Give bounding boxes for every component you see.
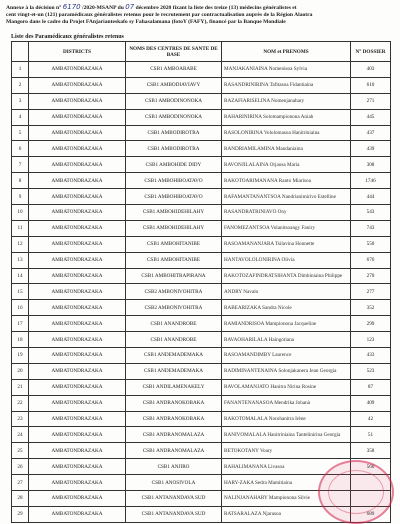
name-cell: RATSARALAZA Njarasoa — [222, 506, 351, 522]
row-number: 17 — [12, 316, 29, 332]
centre-cell: CSB1 AMBOHITRAPIRANA — [126, 268, 222, 284]
dossier-cell: 743 — [351, 220, 391, 236]
centre-cell: CSB1 ANDEMADEMAKA — [126, 363, 222, 379]
district-cell: AMBATONDRAZAKA — [29, 411, 126, 427]
table-row — [12, 284, 391, 300]
centre-cell: CSB1 AMBODIROTRA — [126, 141, 222, 157]
table-row — [12, 77, 391, 93]
row-number: 18 — [12, 332, 29, 348]
row-number: 7 — [12, 157, 29, 173]
header-line1-mid: /2020-MSANP du — [82, 5, 124, 11]
name-cell: RAKOTOARIMANANA Ranto Miarisoa — [222, 173, 351, 189]
dossier-cell: 403 — [351, 62, 391, 78]
row-number: 11 — [12, 220, 29, 236]
district-cell: AMBATONDRAZAKA — [29, 475, 126, 491]
table-row — [12, 348, 391, 364]
centre-cell: CSB1 AMBOHITANIBE — [126, 236, 222, 252]
dossier-cell: 543 — [351, 205, 391, 221]
table-row — [12, 252, 391, 268]
district-cell: AMBATONDRAZAKA — [29, 77, 126, 93]
centre-cell: CSB1 AMBODINONOKA — [126, 109, 222, 125]
row-number: 5 — [12, 125, 29, 141]
centre-cell: CSB1 AMBODIAVIAVY — [126, 77, 222, 93]
name-cell: HANTAVOLOLONIRINA Olivia — [222, 252, 351, 268]
dossier-cell: 439 — [351, 141, 391, 157]
dossier-cell: 409 — [351, 395, 391, 411]
centre-cell: CSB1 ANJIRO — [126, 459, 222, 475]
name-cell: RAFAMANTANANTSOA Nandrianimirivo Estelline — [222, 189, 351, 205]
district-cell: AMBATONDRAZAKA — [29, 173, 126, 189]
name-cell: RAKOTOMALALA Norohanitra Irène — [222, 411, 351, 427]
row-number: 27 — [12, 475, 29, 491]
centre-cell: CSB1 AMBODINONOKA — [126, 93, 222, 109]
document-header — [6, 4, 392, 26]
district-cell: AMBATONDRAZAKA — [29, 109, 126, 125]
name-cell: RASOLONIRINA Vololomasoa Hanitriniaina — [222, 125, 351, 141]
decision-day: 07 — [125, 3, 135, 11]
dossier-cell: 352 — [351, 300, 391, 316]
row-number: 22 — [12, 395, 29, 411]
district-cell: AMBATONDRAZAKA — [29, 284, 126, 300]
official-stamp — [318, 460, 394, 524]
column-header-centre: NOMS DES CENTRES DE SANTE DE BASE — [126, 42, 222, 62]
row-number: 8 — [12, 173, 29, 189]
table-row — [12, 157, 391, 173]
centre-cell: CSB1 AMBOHIDEHILAHY — [126, 220, 222, 236]
district-cell: AMBATONDRAZAKA — [29, 220, 126, 236]
dossier-cell: 270 — [351, 268, 391, 284]
district-cell: AMBATONDRAZAKA — [29, 236, 126, 252]
district-cell: AMBATONDRAZAKA — [29, 205, 126, 221]
table-row — [12, 316, 391, 332]
table-row — [12, 109, 391, 125]
decision-number: 6170 — [62, 3, 81, 11]
dossier-cell: 51 — [351, 427, 391, 443]
row-number: 16 — [12, 300, 29, 316]
centre-cell: CSB1 ANTANANDAVA SUD — [126, 491, 222, 507]
centre-cell: CSB1 ANANDROBE — [126, 332, 222, 348]
district-cell: AMBATONDRAZAKA — [29, 93, 126, 109]
name-cell: RAVAOHARILALA Haingotiana — [222, 332, 351, 348]
centre-cell: CSB1 ANDILAMENAKELY — [126, 379, 222, 395]
dossier-cell: 560 — [351, 459, 391, 475]
header-line3: Mangoro dans le cadre du Projet FAnjarianteskafo sy Fahasalamana (fotoY (FAFY), financé par la Banque Mondiale — [6, 18, 286, 25]
row-number: 21 — [12, 379, 29, 395]
column-header-district: DISTRICTS — [29, 42, 126, 62]
name-cell: RAVONJILALAINA Orjaosa Maria — [222, 157, 351, 173]
row-number: 6 — [12, 141, 29, 157]
district-cell: AMBATONDRAZAKA — [29, 252, 126, 268]
name-cell: RAZAFIARISELINA Nomenjanahary — [222, 93, 351, 109]
row-number: 20 — [12, 363, 29, 379]
centre-cell: CSB1 AMBODIROTRA — [126, 125, 222, 141]
name-cell: FANANTENANASOA Mendrika Johanà — [222, 395, 351, 411]
dossier-cell: 550 — [351, 236, 391, 252]
centre-cell: CSB1 AMBOARABE — [126, 62, 222, 78]
dossier-cell: 277 — [351, 284, 391, 300]
district-cell: AMBATONDRAZAKA — [29, 491, 126, 507]
column-header-number — [12, 42, 29, 62]
district-cell: AMBATONDRAZAKA — [29, 332, 126, 348]
dossier-cell: 358 — [351, 443, 391, 459]
table-row — [12, 236, 391, 252]
table-header-row — [12, 42, 391, 62]
table-row — [12, 395, 391, 411]
row-number: 26 — [12, 459, 29, 475]
row-number: 14 — [12, 268, 29, 284]
centre-cell: CSB1 AMBOHIBOATAVO — [126, 173, 222, 189]
district-cell: AMBATONDRAZAKA — [29, 459, 126, 475]
row-number: 9 — [12, 189, 29, 205]
centre-cell: CSB1 ANDEMADEMAKA — [126, 348, 222, 364]
name-cell: RAVOLAMANJATO Hanitra Nirina Rosine — [222, 379, 351, 395]
dossier-cell: 308 — [351, 157, 391, 173]
name-cell: RASANDRATRINIAVO Ony — [222, 205, 351, 221]
name-cell: ANDRY Navalo — [222, 284, 351, 300]
district-cell: AMBATONDRAZAKA — [29, 189, 126, 205]
district-cell: AMBATONDRAZAKA — [29, 157, 126, 173]
table-row — [12, 62, 391, 78]
centre-cell: CSB1 ANANDROBE — [126, 316, 222, 332]
table-row — [12, 427, 391, 443]
table-row — [12, 220, 391, 236]
name-cell: RASOAMANANJARA Tsilavina Honnette — [222, 236, 351, 252]
name-cell: RANDRIAMILAMINA Mandaniaina — [222, 141, 351, 157]
dossier-cell: 610 — [351, 77, 391, 93]
name-cell: RANIVOMALALA Hanitriniaina Tantelinirina Georgia — [222, 427, 351, 443]
table-row — [12, 205, 391, 221]
row-number: 24 — [12, 427, 29, 443]
column-header-dossier: N° DOSSIER — [351, 42, 391, 62]
dossier-cell: 1746 — [351, 173, 391, 189]
district-cell: AMBATONDRAZAKA — [29, 141, 126, 157]
row-number: 12 — [12, 236, 29, 252]
header-line1-prefix: Annexe à la décision n° — [6, 5, 62, 11]
table-body — [12, 62, 391, 523]
header-line1-suffix: décembre 2020 fixant la liste des treize (13) médecins généralistes et — [135, 5, 297, 11]
district-cell: AMBATONDRAZAKA — [29, 125, 126, 141]
district-cell: AMBATONDRAZAKA — [29, 300, 126, 316]
name-cell: RABEARIZAKA Sandra Nicole — [222, 300, 351, 316]
table-row — [12, 141, 391, 157]
dossier-cell: 445 — [351, 109, 391, 125]
list-subtitle: Liste des Paramédicaux généralistes retenus — [11, 34, 124, 40]
dossier-cell: 271 — [351, 93, 391, 109]
name-cell: RAHALIMANANA Livasoa — [222, 459, 351, 475]
table-row — [12, 189, 391, 205]
name-cell: RAHARINIRINA Solomampionona Aniah — [222, 109, 351, 125]
district-cell: AMBATONDRAZAKA — [29, 395, 126, 411]
dossier-cell: 87 — [351, 379, 391, 395]
centre-cell: CSB2 AMBONIVOHITRA — [126, 300, 222, 316]
centre-cell: CSB1 AMBOHIBOATAVO — [126, 189, 222, 205]
centre-cell: CSB2 AMBONIVOHITRA — [126, 284, 222, 300]
row-number: 4 — [12, 109, 29, 125]
row-number: 28 — [12, 491, 29, 507]
table-row — [12, 411, 391, 427]
district-cell: AMBATONDRAZAKA — [29, 268, 126, 284]
table-row — [12, 268, 391, 284]
dossier-cell: 433 — [351, 348, 391, 364]
name-cell: BETOKOTANY Voary — [222, 443, 351, 459]
district-cell: AMBATONDRAZAKA — [29, 379, 126, 395]
table-row — [12, 379, 391, 395]
dossier-cell: 299 — [351, 316, 391, 332]
table-row — [12, 173, 391, 189]
dossier-cell: 42 — [351, 411, 391, 427]
table-row — [12, 363, 391, 379]
header-line2: cent vingt-et-un (121) paramédicaux généralistes retenus pour le recrutement par contractualisation auprès de la Région Alaotra — [6, 11, 313, 18]
centre-cell: CSB1 AMBOHITANIBE — [126, 252, 222, 268]
dossier-cell: 689 — [351, 506, 391, 522]
row-number: 3 — [12, 93, 29, 109]
row-number: 15 — [12, 284, 29, 300]
district-cell: AMBATONDRAZAKA — [29, 443, 126, 459]
district-cell: AMBATONDRAZAKA — [29, 62, 126, 78]
district-cell: AMBATONDRAZAKA — [29, 348, 126, 364]
district-cell: AMBATONDRAZAKA — [29, 363, 126, 379]
name-cell: RADIMINANTENAINA Solonjakanera Jean Georgia — [222, 363, 351, 379]
name-cell: RASOAMANDIMBY Laurence — [222, 348, 351, 364]
centre-cell: CSB1 ANTANANDAVA SUD — [126, 506, 222, 522]
row-number: 1 — [12, 62, 29, 78]
paramedics-table — [11, 41, 391, 523]
row-number: 25 — [12, 443, 29, 459]
district-cell: AMBATONDRAZAKA — [29, 316, 126, 332]
dossier-cell: 523 — [351, 363, 391, 379]
table-row — [12, 300, 391, 316]
centre-cell: CSB1 ANDRANOMALAZA — [126, 443, 222, 459]
row-number: 29 — [12, 506, 29, 522]
table-row — [12, 125, 391, 141]
name-cell: RASANDRINIRINA Tafitasoa Fidantiaina — [222, 77, 351, 93]
row-number: 19 — [12, 348, 29, 364]
district-cell: AMBATONDRAZAKA — [29, 506, 126, 522]
table-row — [12, 443, 391, 459]
row-number: 10 — [12, 205, 29, 221]
dossier-cell: 676 — [351, 252, 391, 268]
dossier-cell: 123 — [351, 332, 391, 348]
column-header-name: NOM et PRENOMS — [222, 42, 351, 62]
centre-cell: CSB1 ANDRANOMALAZA — [126, 427, 222, 443]
row-number: 23 — [12, 411, 29, 427]
table-row — [12, 332, 391, 348]
official-stamp-inner-ring — [328, 470, 384, 514]
centre-cell: CSB1 AMBOHIDE DIDY — [126, 157, 222, 173]
centre-cell: CSB1 ANDRANOKOBAKA — [126, 395, 222, 411]
name-cell: RAKOTOZAFINDRATSIHANTA Dimbiniaina Philippe — [222, 268, 351, 284]
centre-cell: CSB1 ANDRANOKOBAKA — [126, 411, 222, 427]
centre-cell: CSB1 ANOSIVOLA — [126, 475, 222, 491]
table-row — [12, 93, 391, 109]
dossier-cell: 444 — [351, 189, 391, 205]
name-cell: FANOMEZANTSOA Volanitsoangy Faniry — [222, 220, 351, 236]
dossier-cell: 437 — [351, 125, 391, 141]
row-number: 13 — [12, 252, 29, 268]
row-number: 2 — [12, 77, 29, 93]
centre-cell: CSB1 AMBOHIDEHILAHY — [126, 205, 222, 221]
name-cell: RAMIANDRISOA Mampionona Jacqueline — [222, 316, 351, 332]
name-cell: HARY-ZAKA Sedra Mamitiaina — [222, 475, 351, 491]
district-cell: AMBATONDRAZAKA — [29, 427, 126, 443]
name-cell: MANJAKANIAINA Nomenisoa Sylvia — [222, 62, 351, 78]
name-cell: NALINJANAHARY Mampionona Silvie — [222, 491, 351, 507]
